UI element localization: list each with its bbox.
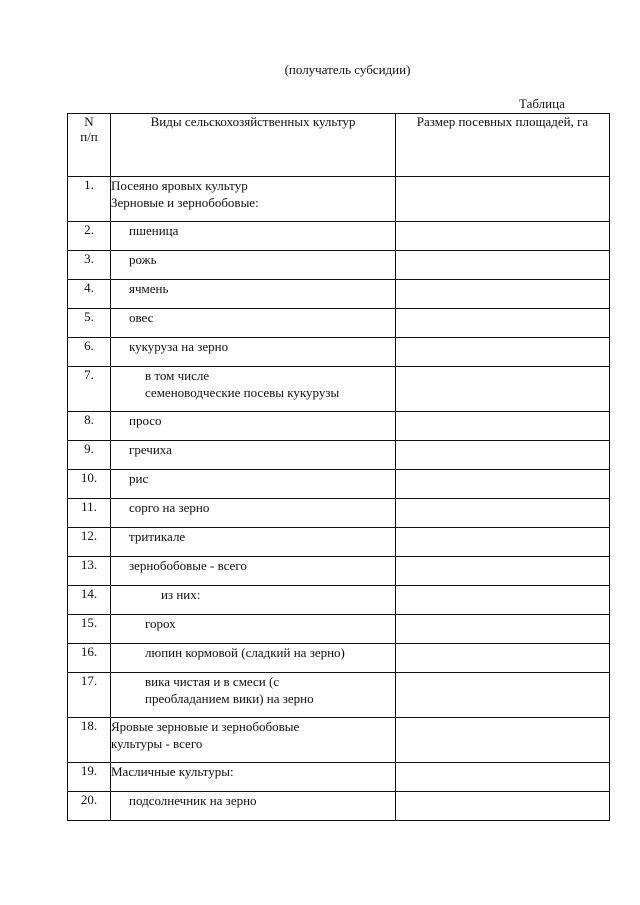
crop-name-line: гречиха <box>129 442 172 457</box>
crop-name <box>111 412 396 441</box>
table-row <box>68 251 610 280</box>
row-number: 11. <box>68 499 111 528</box>
table-row <box>68 586 610 615</box>
area-cell[interactable] <box>396 441 610 470</box>
table-row <box>68 367 610 412</box>
crop-name <box>111 177 396 222</box>
crop-name-line: семеноводческие посевы кукурузы <box>145 385 340 400</box>
area-cell[interactable] <box>396 338 610 367</box>
row-number: 12. <box>68 528 111 557</box>
crop-name-line: просо <box>129 413 162 428</box>
table-row <box>68 528 610 557</box>
crop-name-line: тритикале <box>129 529 186 544</box>
crop-name <box>111 470 396 499</box>
crop-name-line: люпин кормовой (сладкий на зерно) <box>145 645 345 660</box>
crop-name <box>111 338 396 367</box>
row-number: 14. <box>68 586 111 615</box>
column-header-number-line: п/п <box>80 129 98 144</box>
table-row <box>68 718 610 763</box>
column-header-number-line: N <box>84 114 94 129</box>
crop-name <box>111 309 396 338</box>
crop-name <box>111 222 396 251</box>
row-number: 2. <box>68 222 111 251</box>
crop-name-line: рожь <box>129 252 157 267</box>
table-header-row <box>68 114 610 177</box>
table-row <box>68 412 610 441</box>
crop-name-line: культуры - всего <box>111 736 203 751</box>
crop-name-line: пшеница <box>129 223 179 238</box>
table-row <box>68 499 610 528</box>
crop-name <box>111 718 396 763</box>
row-number: 3. <box>68 251 111 280</box>
row-number: 18. <box>68 718 111 763</box>
area-cell[interactable] <box>396 763 610 792</box>
area-cell[interactable] <box>396 499 610 528</box>
column-header-area: Размер посевных площадей, га <box>396 114 610 177</box>
crop-name-line: кукуруза на зерно <box>129 339 229 354</box>
area-cell[interactable] <box>396 673 610 718</box>
table-row <box>68 280 610 309</box>
crop-name-line: Яровые зерновые и зернобобовые <box>111 719 300 734</box>
table-row <box>68 470 610 499</box>
table-row <box>68 177 610 222</box>
crop-name-line: Зерновые и зернобобовые: <box>111 195 259 210</box>
row-number: 16. <box>68 644 111 673</box>
crop-name <box>111 763 396 792</box>
crop-name <box>111 528 396 557</box>
area-cell[interactable] <box>396 177 610 222</box>
crop-name-line: горох <box>145 616 176 631</box>
crop-name-line: из них: <box>161 587 201 602</box>
area-cell[interactable] <box>396 280 610 309</box>
crop-name <box>111 251 396 280</box>
crop-name-line: сорго на зерно <box>129 500 210 515</box>
crop-name <box>111 367 396 412</box>
crop-name <box>111 615 396 644</box>
crop-name-line: рис <box>129 471 149 486</box>
table-label: Таблица <box>519 96 565 111</box>
table-row <box>68 557 610 586</box>
area-cell[interactable] <box>396 792 610 821</box>
crop-name-line: в том числе <box>145 368 210 383</box>
row-number: 17. <box>68 673 111 718</box>
area-cell[interactable] <box>396 222 610 251</box>
crop-name <box>111 557 396 586</box>
table-row <box>68 338 610 367</box>
crop-name-line: зернобобовые - всего <box>129 558 247 573</box>
area-cell[interactable] <box>396 412 610 441</box>
area-cell[interactable] <box>396 251 610 280</box>
row-number: 8. <box>68 412 111 441</box>
table-row <box>68 792 610 821</box>
crop-name <box>111 673 396 718</box>
table-row <box>68 309 610 338</box>
row-number: 10. <box>68 470 111 499</box>
row-number: 19. <box>68 763 111 792</box>
crop-name-line: ячмень <box>129 281 169 296</box>
crops-table <box>67 113 610 821</box>
table-row <box>68 763 610 792</box>
row-number: 7. <box>68 367 111 412</box>
area-cell[interactable] <box>396 586 610 615</box>
table-row <box>68 222 610 251</box>
area-cell[interactable] <box>396 470 610 499</box>
table-row <box>68 441 610 470</box>
area-cell[interactable] <box>396 644 610 673</box>
table-row <box>68 615 610 644</box>
table-row <box>68 673 610 718</box>
crop-name <box>111 644 396 673</box>
table-row <box>68 644 610 673</box>
row-number: 9. <box>68 441 111 470</box>
row-number: 4. <box>68 280 111 309</box>
area-cell[interactable] <box>396 367 610 412</box>
row-number: 1. <box>68 177 111 222</box>
area-cell[interactable] <box>396 615 610 644</box>
area-cell[interactable] <box>396 309 610 338</box>
recipient-caption: (получатель субсидии) <box>284 62 411 77</box>
table-body <box>68 177 610 821</box>
crop-name <box>111 280 396 309</box>
crop-name <box>111 499 396 528</box>
crop-name-line: овес <box>129 310 154 325</box>
crop-name-line: Посеяно яровых культур <box>111 178 248 193</box>
area-cell[interactable] <box>396 718 610 763</box>
crop-name <box>111 586 396 615</box>
crop-name-line: подсолнечник на зерно <box>129 793 257 808</box>
row-number: 6. <box>68 338 111 367</box>
row-number: 5. <box>68 309 111 338</box>
column-header-crop: Виды сельскохозяйственных культур <box>111 114 396 177</box>
crop-name-line: вика чистая и в смеси (с <box>145 674 280 689</box>
row-number: 13. <box>68 557 111 586</box>
crop-name <box>111 441 396 470</box>
crop-name <box>111 792 396 821</box>
area-cell[interactable] <box>396 528 610 557</box>
crop-name-line: преобладанием вики) на зерно <box>145 691 314 706</box>
area-cell[interactable] <box>396 557 610 586</box>
row-number: 15. <box>68 615 111 644</box>
row-number: 20. <box>68 792 111 821</box>
column-header-number <box>68 114 111 177</box>
crop-name-line: Масличные культуры: <box>111 764 234 779</box>
